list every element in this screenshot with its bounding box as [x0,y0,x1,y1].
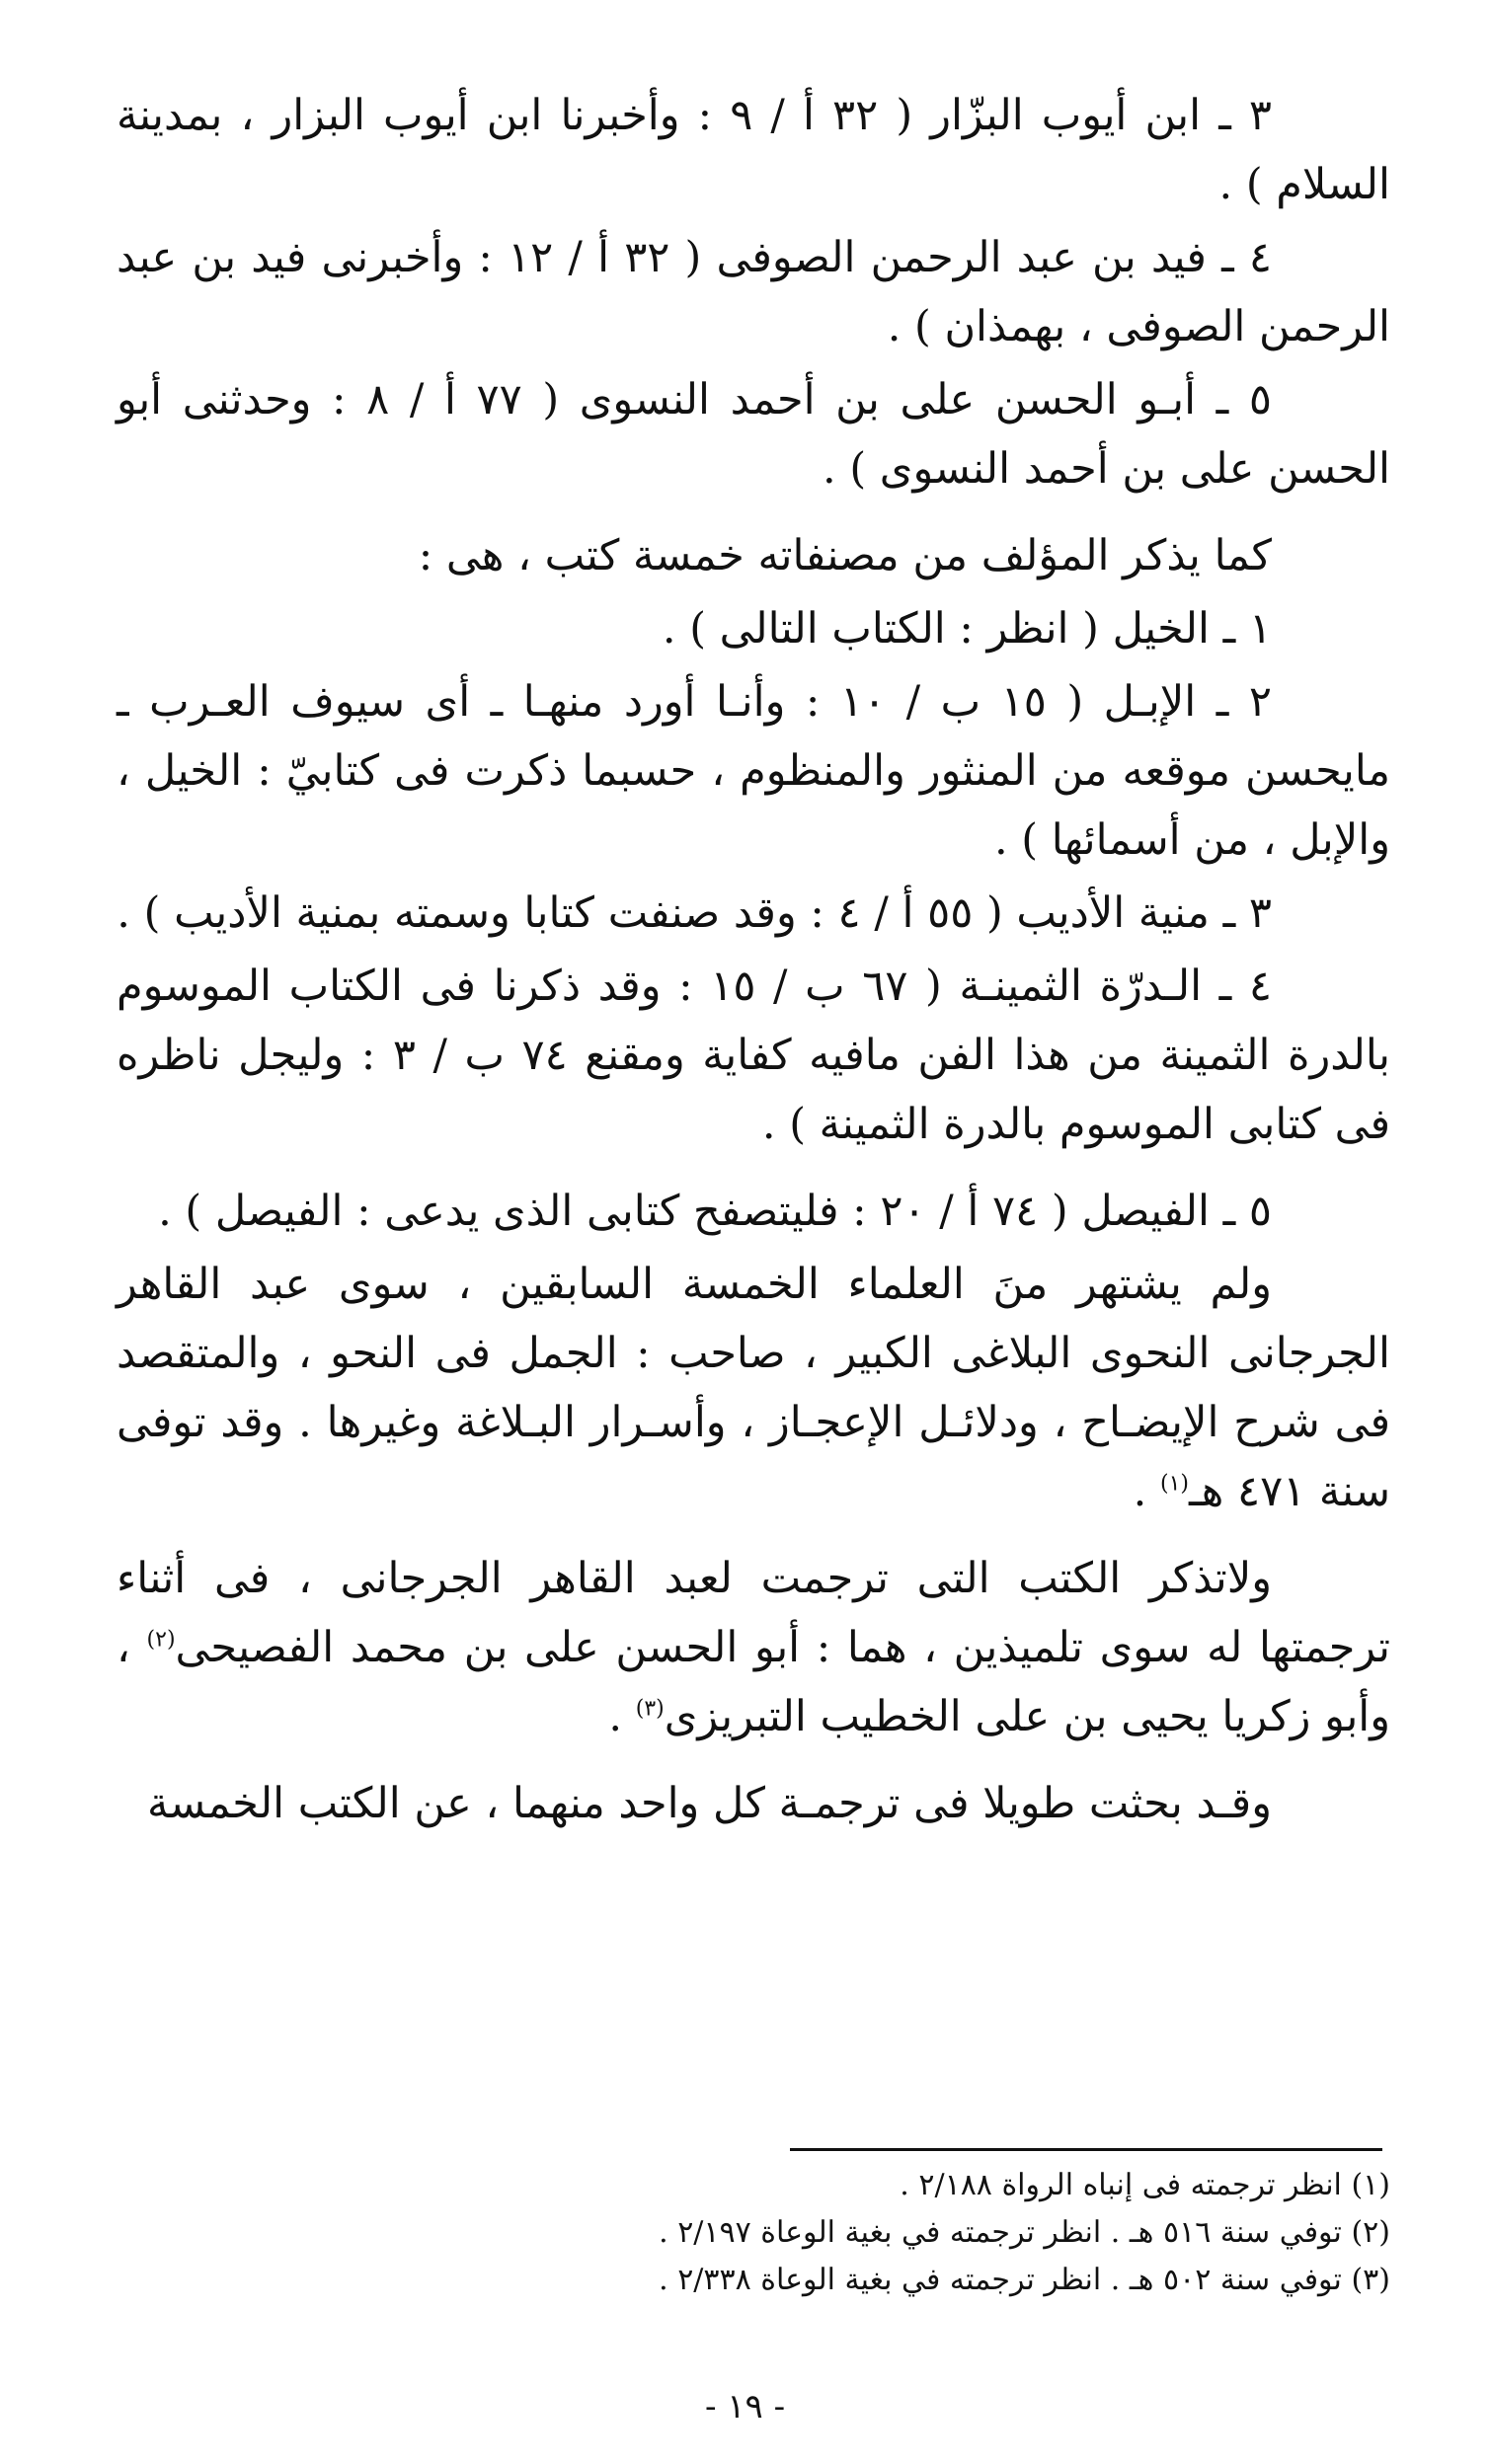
footnote-ref[interactable]: (٣) [635,1696,665,1722]
page-number: - ١٩ - [704,2387,786,2426]
intro-works-paragraph [117,521,1390,590]
list-item-work-1 [117,594,1390,663]
footnote-ref[interactable]: (١) [1160,1471,1190,1497]
list-item-teacher-5 [117,365,1390,503]
paragraph-text: ٥ ـ الفيصل ( ٧٤ أ / ٢٠ : فليتصفح كتابى الذى يدعى : الفيصل ) . [158,1187,1272,1236]
paragraph-text: ولم يشتهر منَ العلماء الخمسة السابقين ، سوى عبد القاهر الجرجانى النحوى البلاغى الكبير ، صاحب : الجمل فى النحو ، والمتقصد فى شرح الإيضـاح ، ودلائـل الإعجـاز ، وأسـرار البـلاغة وغيرها . وقد توفى سنة ٤٧١ هـ [117,1260,1390,1516]
main-text [117,81,1390,1842]
paragraph-text: كما يذكر المؤلف من مصنفاته خمسة كتب ، هى : [418,531,1272,580]
jurjani-paragraph [117,1250,1390,1526]
footnote-1 [117,2162,1390,2209]
list-item-work-2 [117,667,1390,875]
students-paragraph [117,1544,1390,1751]
paragraph-text: ٣ ـ منية الأديب ( ٥٥ أ / ٤ : وقد صنفت كتابا وسمته بمنية الأديب ) . [117,888,1272,938]
paragraph-text: ٤ ـ فيد بن عبد الرحمن الصوفى ( ٣٢ أ / ١٢ : وأخبرنى فيد بن عبد الرحمن الصوفى ، بهمذان ) . [117,233,1390,351]
list-item-teacher-4 [117,223,1390,361]
footnote-ref[interactable]: (٢) [146,1627,176,1653]
list-item-teacher-3 [117,81,1390,219]
footnote-text: انظر ترجمته فى إنباه الرواة ٢/١٨٨ . [900,2168,1342,2202]
list-item-work-5 [117,1177,1390,1246]
footnote-2 [117,2209,1390,2257]
footnote-marker: (١) [1351,2168,1390,2202]
research-paragraph [117,1769,1390,1838]
footnote-3 [117,2257,1390,2304]
footnote-text: توفي سنة ٥١٦ هـ . انظر ترجمته في بغية الوعاة ٢/١٩٧ . [659,2215,1342,2250]
paragraph-text: ٥ ـ أبـو الحسن على بن أحمد النسوى ( ٧٧ أ / ٨ : وحدثنى أبو الحسن على بن أحمد النسوى ) . [117,375,1390,494]
paragraph-text: ١ ـ الخيل ( انظر : الكتاب التالى ) . [662,604,1272,654]
paragraph-text: ٢ ـ الإبـل ( ١٥ ب / ١٠ : وأنـا أورد منهـا ـ أى سيوف العـرب ـ مايحسن موقعه من المنثور والمنظوم ، حسبما ذكرت فى كتابيّ : الخيل ، والإبل ، من أسمائها ) . [117,677,1390,865]
paragraph-text: ٣ ـ ابن أيوب البزّار ( ٣٢ أ / ٩ : وأخبرنا ابن أيوب البزار ، بمدينة السلام ) . [117,91,1390,209]
paragraph-text: ، وأبو زكريا يحيى بن على الخطيب التبريزى [117,1623,1390,1741]
footnote-text: توفي سنة ٥٠٢ هـ . انظر ترجمته في بغية الوعاة ٢/٣٣٨ . [659,2263,1342,2297]
paragraph-text: ولاتذكر الكتب التى ترجمت لعبد القاهر الجرجانى ، فى أثناء ترجمتها له سوى تلميذين ، هما : أبو الحسن على بن محمد الفصيحى [117,1554,1391,1672]
paragraph-text: ٤ ـ الـدرّة الثمينـة ( ٦٧ ب / ١٥ : وقد ذكرنا فى الكتاب الموسوم بالدرة الثمينة من هذا الفن مافيه كفاية ومقنع ٧٤ ب / ٣ : وليجل ناظره فى كتابى الموسوم بالدرة الثمينة ) . [117,962,1390,1149]
footnote-divider [790,2148,1382,2151]
footnote-marker: (٢) [1351,2215,1390,2250]
footnote-marker: (٣) [1351,2263,1390,2297]
list-item-work-4 [117,952,1390,1159]
paragraph-tail: . [608,1692,636,1741]
paragraph-tail: . [1133,1467,1160,1516]
list-item-work-3 [117,879,1390,948]
paragraph-text: وقـد بحثت طويلا فى ترجمـة كل واحد منهما ، عن الكتب الخمسة [146,1779,1272,1828]
footnotes [117,2162,1390,2304]
